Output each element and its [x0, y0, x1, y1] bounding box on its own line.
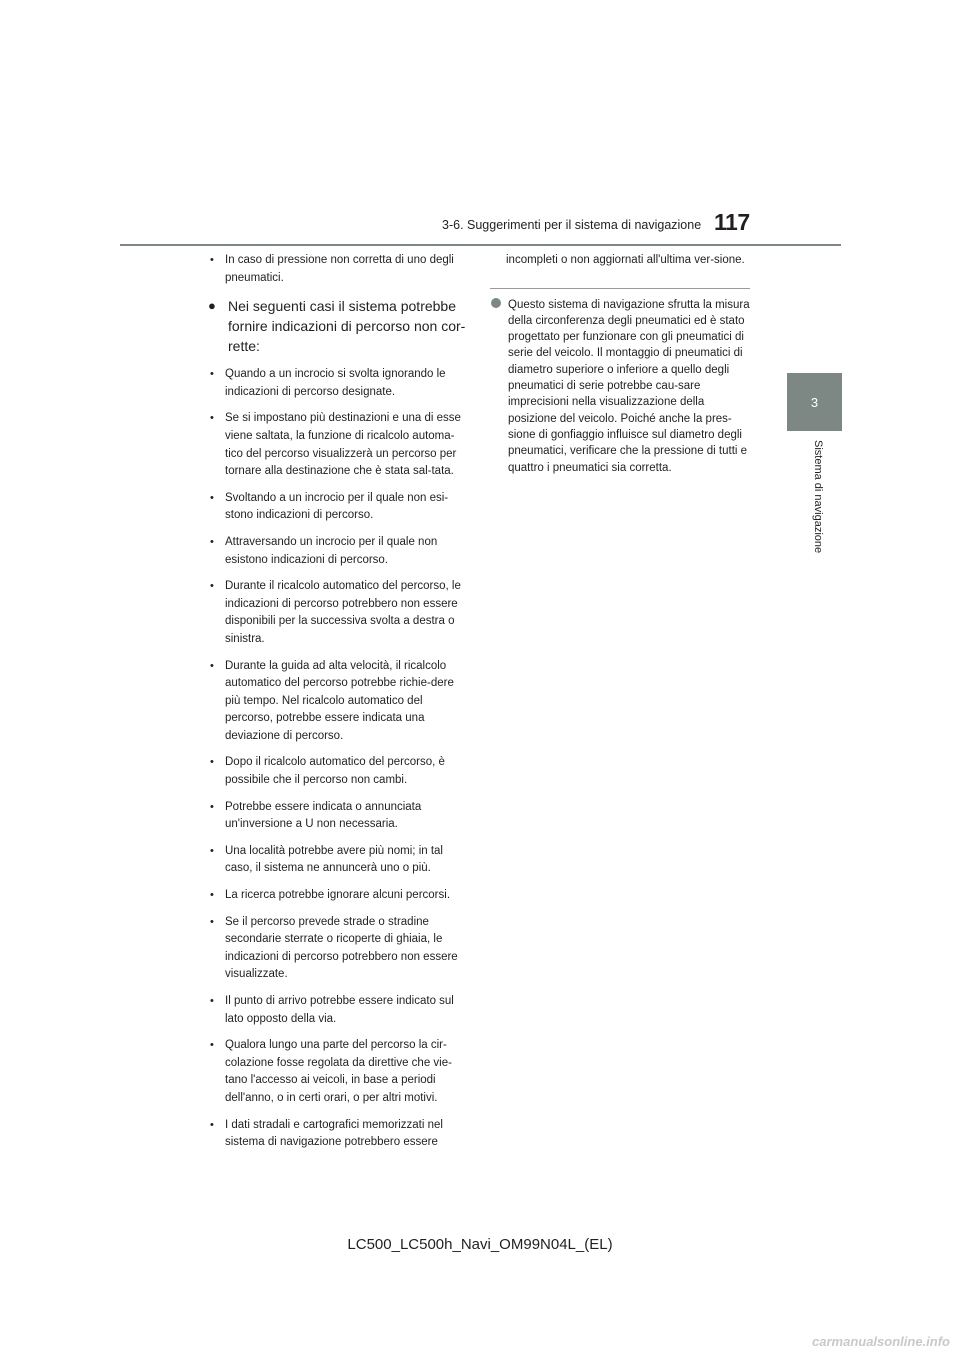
bullet-icon: •: [210, 844, 214, 857]
bullet-icon: •: [210, 491, 214, 504]
bullet-icon: •: [210, 756, 214, 769]
list-item: • Se il percorso prevede strade o stradine secondarie sterrate o ricoperte di ghiaia, le indicazioni di percorso potrebbero non essere visualizzate.: [210, 915, 458, 981]
list-item: • Durante la guida ad alta velocità, il ricalcolo automatico del percorso potrebbe richie-dere più tempo. Nel ricalcolo automatico del percorso, potrebbe essere indicata una deviazione di percorso.: [210, 659, 454, 742]
list-item: • Qualora lungo una parte del percorso la cir-colazione fosse regolata da direttive che vie-tano l'accesso ai veicoli, in base a periodi dell'anno, o in certi orari, o per altri motivi.: [210, 1039, 452, 1104]
cases-list: [206, 366, 468, 1152]
bullet-icon: •: [210, 1118, 214, 1131]
list-item: • Durante il ricalcolo automatico del percorso, le indicazioni di percorso potrebbero non essere disponibili per la successiva svolta a destra o sinistra.: [210, 580, 461, 645]
bullet-icon: •: [210, 800, 214, 813]
right-column: [490, 252, 752, 476]
bullet-icon: •: [210, 889, 214, 902]
list-item: • Svoltando a un incrocio per il quale non esi-stono indicazioni di percorso.: [210, 491, 449, 522]
note-circle-icon: [491, 298, 501, 308]
list-item: • Una località potrebbe avere più nomi; in tal caso, il sistema ne annuncerà uno o più.: [210, 844, 443, 875]
page-number: 117: [714, 209, 750, 235]
section-title: 3-6. Suggerimenti per il sistema di navigazione: [442, 218, 702, 232]
bullet-icon: •: [210, 995, 214, 1007]
bullet-icon: •: [210, 580, 214, 593]
continued-text: incompleti o non aggiornati all'ultima ver-sione.: [506, 254, 745, 266]
list-item: • I dati stradali e cartografici memorizzati nel sistema di navigazione potrebbero essere: [210, 1118, 443, 1149]
list-item: • In caso di pressione non corretta di uno degli pneumatici.: [210, 254, 454, 284]
bullet-icon: •: [210, 368, 214, 381]
left-column: [206, 252, 468, 1161]
list-item: • Potrebbe essere indicata o annunciata un'inversione a U non necessaria.: [210, 800, 422, 831]
list-item: • Il punto di arrivo potrebbe essere indicato sul lato opposto della via.: [210, 995, 454, 1025]
sub-heading: ● Nei seguenti casi il sistema potrebbe fornire indicazioni di percorso non cor-rette:: [208, 298, 466, 355]
bullet-icon: •: [210, 254, 214, 266]
list-item: • Attraversando un incrocio per il quale non esistono indicazioni di percorso.: [210, 535, 438, 566]
intro-list: [206, 252, 468, 287]
chapter-tab: [787, 373, 842, 431]
list-item: • Se si impostano più destinazioni e una di esse viene saltata, la funzione di ricalcolo automa-tico del percorso visualizzerà un percorso per tornare alla destinazione che è stata sal-tata.: [210, 412, 461, 478]
header-rule: [120, 244, 841, 246]
bullet-icon: •: [210, 535, 214, 548]
bullet-icon: •: [210, 1039, 214, 1052]
document-code: LC500_LC500h_Navi_OM99N04L_(EL): [347, 1236, 613, 1253]
list-item: • Dopo il ricalcolo automatico del percorso, è possibile che il percorso non cambi.: [210, 756, 445, 787]
info-note: Questo sistema di navigazione sfrutta la misura della circonferenza degli pneumatici ed è stato progettato per funzionare con gli pneumatici di serie del veicolo. Il montaggio di pneumatici di diametro superiore o inferiore a quello degli pneumatici di serie potrebbe cau-sare imprecisioni nella visualizzazione della posizione del veicolo. Poiché anche la pres-sione di gonfiaggio influisce sul diametro degli pneumatici, verificare che la pressione di tutti e quattro i pneumatici sia corretta.: [490, 297, 752, 476]
chapter-number: 3: [810, 394, 819, 410]
bullet-icon: •: [210, 915, 214, 928]
filled-circle-icon: ●: [208, 298, 216, 314]
note-divider: [490, 288, 750, 289]
chapter-side-label: Sistema di navigazione: [812, 440, 824, 554]
list-item: • La ricerca potrebbe ignorare alcuni percorsi.: [206, 887, 468, 905]
list-item: • Quando a un incrocio si svolta ignorando le indicazioni di percorso designate.: [210, 368, 446, 398]
bullet-icon: •: [210, 412, 214, 425]
bullet-icon: •: [210, 659, 214, 672]
watermark: carmanualsonline.info: [812, 1334, 950, 1349]
